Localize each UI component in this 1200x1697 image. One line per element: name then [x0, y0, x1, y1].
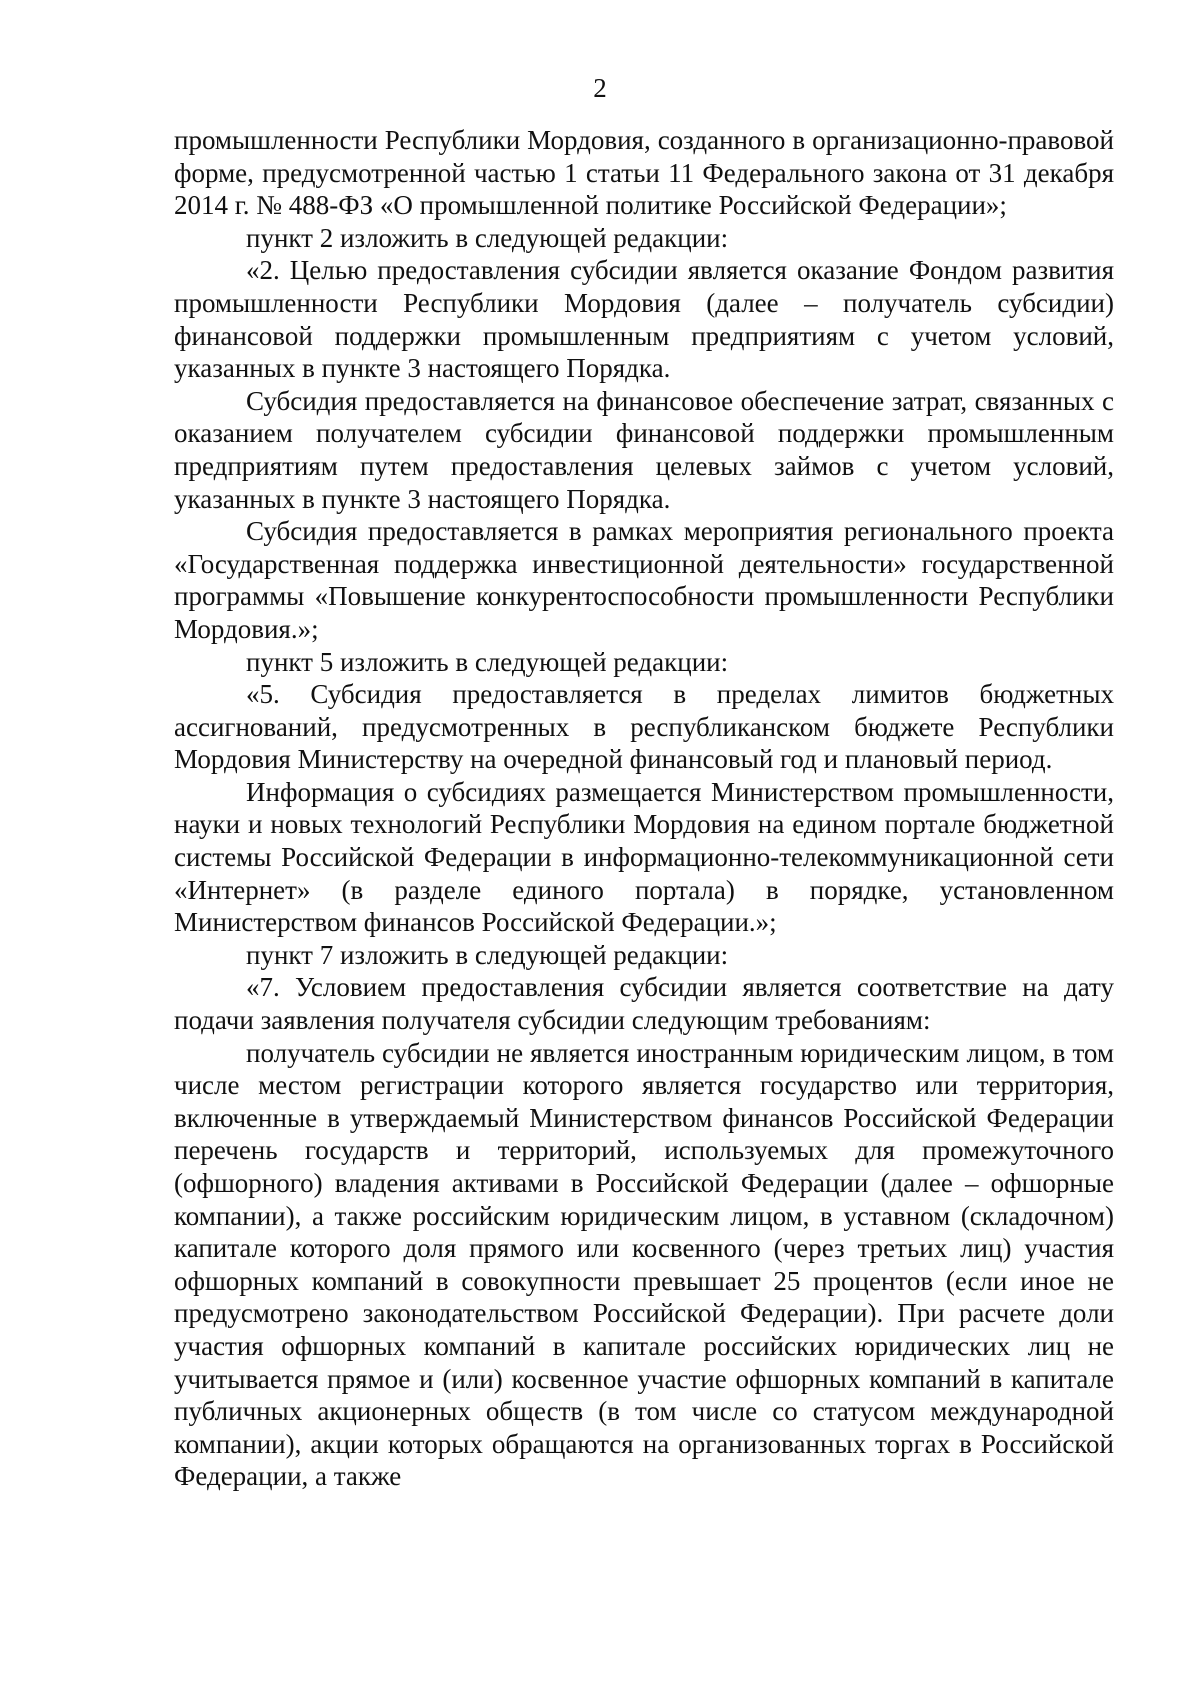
paragraph-amend-point-7: пункт 7 изложить в следующей редакции: [246, 939, 729, 970]
paragraph-point-7-condition: «7. Условием предоставления субсидии является соответствие на дату подачи заявления получателя субсидии следующим требованиям: [174, 972, 1114, 1036]
paragraph-offshore-requirement: получатель субсидии не является иностранным юридическим лицом, в том числе местом регистрации которого является государство или территория, включенные в утверждаемый Министерством финансов Российской Федерации перечень государств и территорий, используемых для промежуточного (офшорного) владения активами в Российской Федерации (далее – офшорные компании), а также российским юридическим лицом, в уставном (складочном) капитале которого доля прямого или косвенного (через третьих лиц) участия офшорных компаний в совокупности превышает 25 процентов (если иное не предусмотрено законодательством Российской Федерации). При расчете доли участия офшорных компаний в капитале российских юридических лиц не учитывается прямое и (или) косвенное участие офшорных компаний в капитале публичных акционерных обществ (в том числе со статусом международной компании), акции которых обращаются на организованных торгах в Российской Федерации, а также [174, 1037, 1114, 1492]
paragraph-point-2-goal: «2. Целью предоставления субсидии является оказание Фондом развития промышленности Республики Мордовия (далее – получатель субсидии) финансовой поддержки промышленным предприятиям с учетом условий, указанных в пункте 3 настоящего Порядка. [174, 255, 1114, 384]
paragraph-continuation: промышленности Республики Мордовия, созданного в организационно-правовой форме, предусмотренной частью 1 статьи 11 Федерального закона от 31 декабря 2014 г. № 488-ФЗ «О промышленной политике Российской Федерации»; [174, 125, 1114, 221]
page-number: 2 [593, 73, 607, 103]
paragraph-subsidy-information: Информация о субсидиях размещается Министерством промышленности, науки и новых технологий Республики Мордовия на едином портале бюджетной системы Российской Федерации в информационно-телекоммуникационной сети «Интернет» (в разделе единого портала) в порядке, установленном Министерством финансов Российской Федерации.»; [174, 776, 1114, 938]
paragraph-subsidy-program: Субсидия предоставляется в рамках мероприятия регионального проекта «Государственная поддержка инвестиционной деятельности» государственной программы «Повышение конкурентоспособности промышленности Республики Мордовия.»; [174, 516, 1114, 644]
document-body [174, 124, 1114, 1493]
paragraph-amend-point-2: пункт 2 изложить в следующей редакции: [246, 222, 729, 253]
paragraph-amend-point-5: пункт 5 изложить в следующей редакции: [246, 646, 729, 677]
paragraph-point-5-limits: «5. Субсидия предоставляется в пределах лимитов бюджетных ассигнований, предусмотренных в республиканском бюджете Республики Мордовия Министерству на очередной финансовый год и плановый период. [174, 679, 1114, 775]
paragraph-subsidy-purpose: Субсидия предоставляется на финансовое обеспечение затрат, связанных с оказанием получателем субсидии финансовой поддержки промышленным предприятиям путем предоставления целевых займов с учетом условий, указанных в пункте 3 настоящего Порядка. [174, 385, 1114, 514]
